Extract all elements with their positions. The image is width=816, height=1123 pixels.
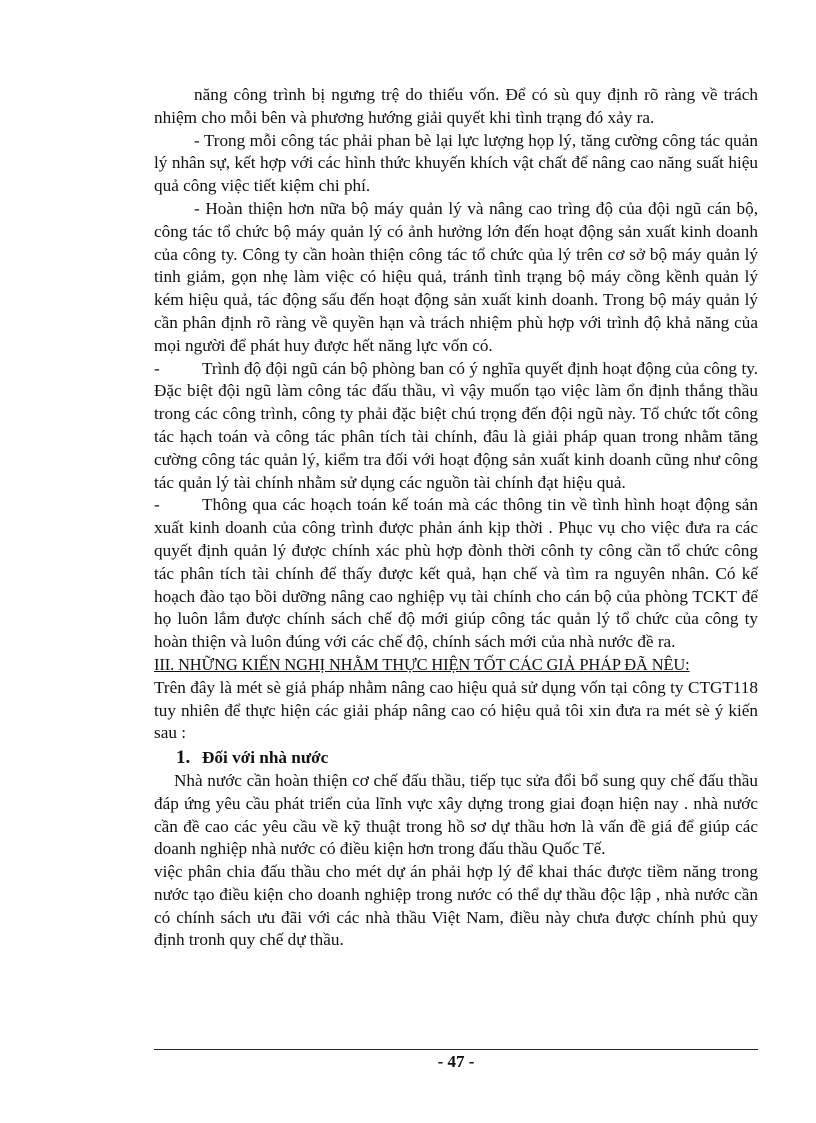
dash-marker: - xyxy=(154,358,160,378)
subsection-number: 1. xyxy=(176,747,191,769)
dash-paragraph xyxy=(154,358,758,495)
dash-paragraph xyxy=(154,494,758,654)
dash-marker: - xyxy=(154,495,160,515)
paragraph: việc phân chia đấu thầu cho mét dự án phải hợp lý để khai thác được tiềm năng trong nước tạo điều kiện cho doanh nghiệp trong nước có thể dự thầu độc lập , nhà nước cần có chính sách ưu đãi với các nhà thầu Việt Nam, điều này chưa được chính phủ quy định tronh quy chế dự thầu. xyxy=(154,862,758,950)
paragraph: Trên đây là mét sè giả pháp nhằm nâng cao hiệu quả sử dụng vốn tại công ty CTGT118 tuy nhiên để thực hiện các giải pháp nâng cao có hiệu quả tôi xin đưa ra mét sè ý kiến sau : xyxy=(154,677,758,743)
subsection-title: Đối với nhà nước xyxy=(202,748,329,768)
paragraph-text: Trình độ đội ngũ cán bộ phòng ban có ý nghĩa quyết định hoạt động của công ty. Đặc biệt đội ngũ làm công tác đấu thầu, vì vậy muốn tạo việc làm ổn định thắng thầu trong các công trình, công ty phải đặc biệt chú trọng đến đội ngũ này. Tổ chức tốt công tác hạch toán và công tác phân tích tài chính, đâu là giải pháp quan trong nhằm tăng cường công tác quản lý, kiểm tra đối với hoạt động sản xuất kinh doanh cũng như công tác quản lý tài chính nhằm sử dụng các nguồn tài chính đạt hiệu quả. xyxy=(154,358,758,492)
paragraph: Nhà nước cần hoàn thiện cơ chế đấu thầu, tiếp tục sửa đổi bổ sung quy chế đấu thầu đáp ứng yêu cầu phát triển của lĩnh vực xây dựng trong giai đoạn hiện nay . nhà nước cần đề cao các yêu cầu về kỹ thuật trong hồ sơ dự thầu hơn là vấn đề giá để giúp các doanh nghiệp nhà nước có điều kiện hơn trong đấu thầu Quốc Tế. xyxy=(154,770,758,859)
subsection-heading xyxy=(154,747,758,770)
paragraph: năng công trình bị ngưng trệ do thiếu vốn. Để có sù quy định rõ ràng về trách nhiệm cho mỗi bên và phương hướng giải quyết khi tình trạng đó xảy ra. xyxy=(154,85,758,127)
paragraph: - Hoàn thiện hơn nữa bộ máy quản lý và nâng cao trìng độ của đội ngũ cán bộ, công tác tổ chức bộ máy quản lý có ảnh hưởng lớn đến hoạt động sản xuất kinh doanh của công ty. Công ty cần hoàn thiện công tác tổ chức qủa lý trên cơ sở bộ máy quản lý tinh giảm, gọn nhẹ làm việc có hiệu quả, tránh tình trạng bộ máy cồng kềnh quản lý kém hiệu quả, tác động sấu đến hoạt động sản xuất kinh doanh. Trong bộ máy quản lý cần phân định rõ ràng về quyền hạn và trách nhiệm phù hợp với trình độ khả năng của mọi người để phát huy được hết năng lực vốn có. xyxy=(154,198,758,355)
document-body xyxy=(154,84,758,952)
page-number: - 47 - xyxy=(437,1052,475,1071)
footer-divider xyxy=(154,1049,758,1050)
paragraph: - Trong mỗi công tác phải phan bè lại lực lượng họp lý, tăng cường công tác quản lý nhân sự, kết hợp với các hình thức khuyến khích vật chất để nâng cao năng suất hiệu quả công việc tiết kiệm chi phí. xyxy=(154,130,758,196)
section-heading: III. NHỮNG KIẾN NGHỊ NHẰM THỰC HIỆN TỐT CÁC GIẢ PHÁP ĐÃ NÊU: xyxy=(154,654,690,674)
paragraph-text: Thông qua các hoạch toán kế toán mà các thông tin về tình hình hoạt động sản xuất kinh doanh của công trình được phản ánh kịp thời . Phục vụ cho việc đưa ra các quyết định quản lý được chính xác phù hợp đònh thời cônh ty công cần tổ chức công tác phân tích tài chính để thấy được kết quả, hạn chế và tìm ra nguyên nhân. Có kế hoạch đào tạo bồi dưỡng nâng cao nghiệp vụ tài chính cho cán bộ của phòng TCKT để họ luôn lắm được chính sách chế độ mới giúp công tác quản lý tổ chức của công ty hoàn thiện và luôn đúng với các chế độ, chính sách mới của nhà nước đề ra. xyxy=(154,495,758,652)
